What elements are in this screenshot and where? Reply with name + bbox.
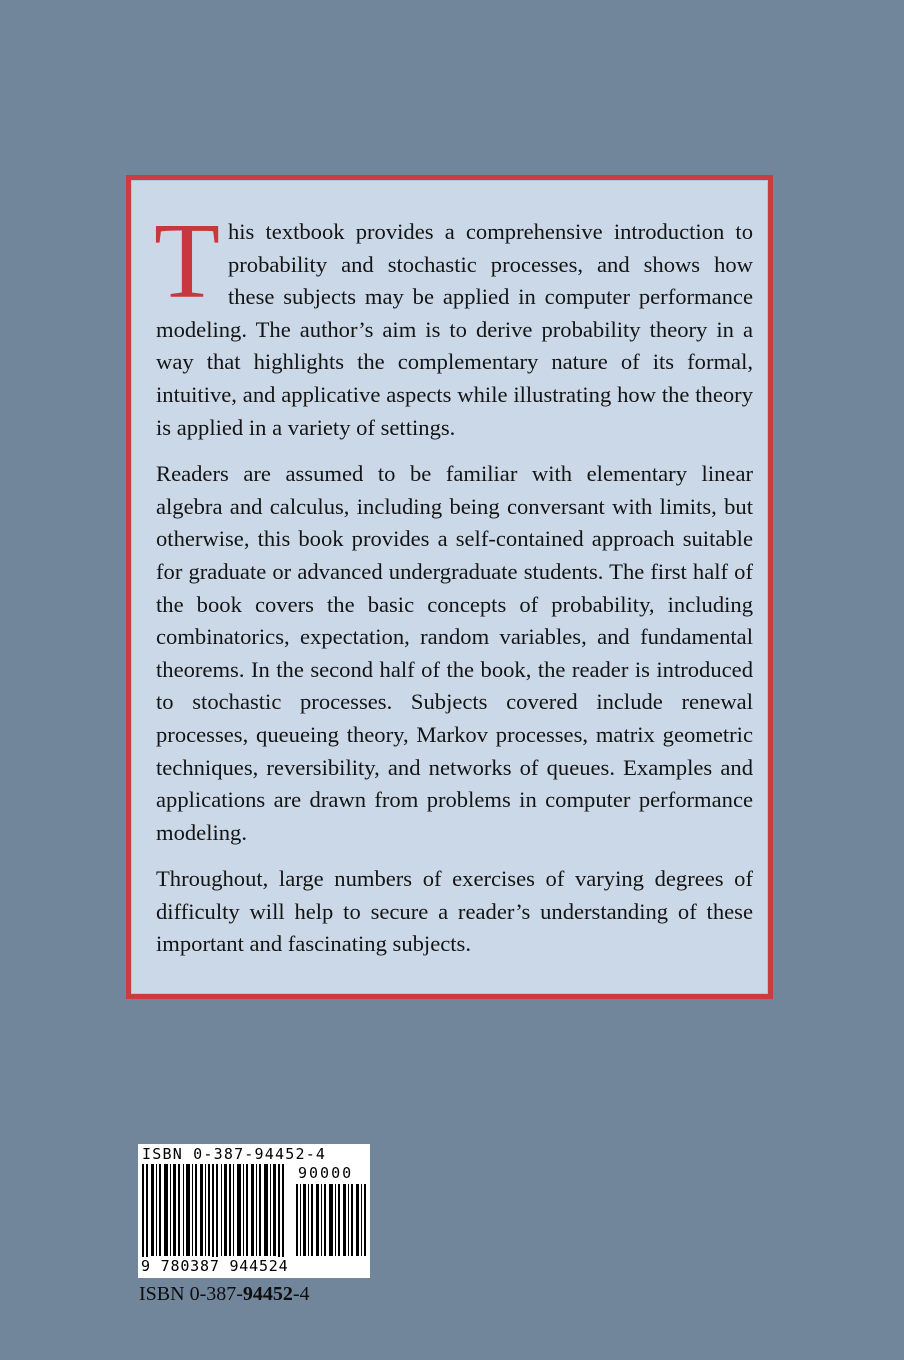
isbn-suffix: -4 — [292, 1283, 310, 1305]
blurb-panel — [126, 175, 773, 999]
blurb-paragraph-2: Readers are assumed to be familiar with elementary linear algebra and calculus, including being conversant with limits, but otherwise, this book provides a self-contained approach suitable for graduate or advanced undergraduate students. The first half of the book covers the basic concepts of probability, including combinatorics, expectation, random variables, and fundamental theorems. In the second half of the book, the reader is introduced to stochastic processes. Subjects covered include renewal processes, queueing theory, Markov processes, matrix geometric techniques, reversibility, and networks of queues. Examples and applications are drawn from problems in computer performance modeling. — [156, 461, 753, 845]
blurb-paragraph-1 — [154, 202, 753, 444]
isbn-bold-part: 94452 — [242, 1283, 293, 1305]
barcode-ean-digits: 9 780387 944524 — [141, 1257, 289, 1275]
barcode-isbn-text: ISBN 0-387-94452-4 — [142, 1145, 327, 1163]
drop-cap: T — [154, 202, 220, 321]
isbn-footer — [139, 1283, 310, 1306]
blurb-paragraph-3: Throughout, large numbers of exercises of varying degrees of difficulty will help to secure a reader’s understanding of these important and fascinating subjects. — [156, 866, 753, 957]
isbn-prefix: ISBN 0-387- — [139, 1283, 243, 1305]
blurb-paragraph-1-text: his textbook provides a comprehensive introduction to probability and stochastic processes, and shows how these subjects may be applied in computer performance modeling. The author’s aim is to derive probability theory in a way that highlights the complementary nature of its formal, intuitive, and applicative aspects while illustrating how the theory is applied in a variety of settings. — [156, 219, 753, 440]
barcode-price-code: 90000 — [298, 1164, 354, 1182]
blurb-text — [154, 202, 753, 975]
barcode-label — [138, 1144, 370, 1278]
